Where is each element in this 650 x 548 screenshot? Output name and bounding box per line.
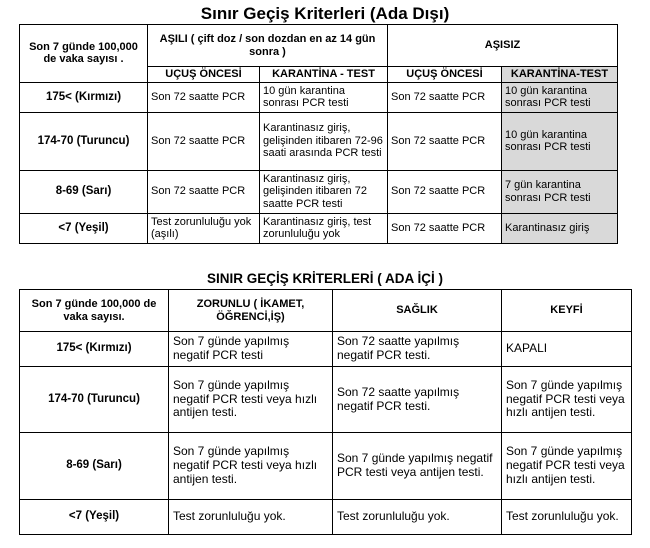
health-header: SAĞLIK — [333, 290, 502, 332]
table-row — [20, 213, 618, 243]
row-category: 8-69 (Sarı) — [20, 170, 148, 213]
cell: Son 72 saatte PCR — [148, 82, 260, 112]
vax-preflight-header: UÇUŞ ÖNCESİ — [148, 67, 260, 83]
cell: KAPALI — [502, 332, 632, 367]
cell: Son 7 günde yapılmış negatif PCR testi veya hızlı antijen testi. — [169, 367, 333, 433]
cell: Karantinasız giriş, test zorunluluğu yok — [260, 213, 388, 243]
table-row — [20, 433, 632, 500]
cell: 10 gün karantina sonrası PCR testi — [502, 112, 618, 170]
table2-title: SINIR GEÇİŞ KRİTERLERİ ( ADA İÇİ ) — [206, 271, 443, 286]
table-row — [20, 332, 632, 367]
vax-quarantine-header: KARANTİNA - TEST — [260, 67, 388, 83]
row-category: 174-70 (Turuncu) — [20, 367, 169, 433]
cell: Son 72 saatte PCR — [388, 170, 502, 213]
row-category: <7 (Yeşil) — [20, 213, 148, 243]
cell: Son 7 günde yapılmış negatif PCR testi veya antijen testi. — [333, 433, 502, 500]
cell: 10 gün karantina sonrası PCR testi — [260, 82, 388, 112]
table1-title: Sınır Geçiş Kriterleri (Ada Dışı) — [200, 4, 450, 23]
criteria-header: Son 7 günde 100,000 de vaka sayısı . — [20, 25, 148, 83]
cell: Test zorunluluğu yok. — [502, 500, 632, 535]
row-category: 175< (Kırmızı) — [20, 332, 169, 367]
cell: Karantinasız giriş, gelişinden itibaren 72-96 saati arasında PCR testi — [260, 112, 388, 170]
mandatory-header: ZORUNLU ( İKAMET, ÖĞRENCİ,İŞ) — [169, 290, 333, 332]
row-category: 174-70 (Turuncu) — [20, 112, 148, 170]
cell: Son 7 günde yapılmış negatif PCR testi — [169, 332, 333, 367]
table-row — [20, 170, 618, 213]
cell: 7 gün karantina sonrası PCR testi — [502, 170, 618, 213]
cell: Son 7 günde yapılmış negatif PCR testi veya hızlı antijen testi. — [502, 433, 632, 500]
cell: Karantinasız giriş — [502, 213, 618, 243]
unvax-quarantine-header: KARANTİNA-TEST — [502, 67, 618, 83]
row-category: 8-69 (Sarı) — [20, 433, 169, 500]
row-category: 175< (Kırmızı) — [20, 82, 148, 112]
row-category: <7 (Yeşil) — [20, 500, 169, 535]
cell: Son 7 günde yapılmış negatif PCR testi veya hızlı antijen testi. — [502, 367, 632, 433]
cell: Son 72 saatte PCR — [148, 170, 260, 213]
table-row — [20, 500, 632, 535]
unvax-preflight-header: UÇUŞ ÖNCESİ — [388, 67, 502, 83]
cell: Son 72 saatte PCR — [388, 112, 502, 170]
cell: Son 72 saatte PCR — [388, 82, 502, 112]
outside-island-criteria-table — [19, 24, 618, 244]
table-row — [20, 82, 618, 112]
cell: Test zorunluluğu yok (aşılı) — [148, 213, 260, 243]
table-row — [20, 367, 632, 433]
cell: Son 72 saatte PCR — [148, 112, 260, 170]
cell: Son 72 saatte yapılmış negatif PCR testi. — [333, 332, 502, 367]
cell: Son 72 saatte PCR — [388, 213, 502, 243]
leisure-header: KEYFİ — [502, 290, 632, 332]
cell: Son 72 saatte yapılmış negatif PCR testi. — [333, 367, 502, 433]
cell: Son 7 günde yapılmış negatif PCR testi veya hızlı antijen testi. — [169, 433, 333, 500]
table-row — [20, 112, 618, 170]
cell: Test zorunluluğu yok. — [169, 500, 333, 535]
cell: 10 gün karantina sonrası PCR testi — [502, 82, 618, 112]
cell: Karantinasız giriş, gelişinden itibaren 72 saatte PCR testi — [260, 170, 388, 213]
criteria-header: Son 7 günde 100,000 de vaka sayısı. — [20, 290, 169, 332]
unvaccinated-header: AŞISIZ — [388, 25, 618, 67]
vaccinated-header: AŞILI ( çift doz / son dozdan en az 14 gün sonra ) — [148, 25, 388, 67]
cell: Test zorunluluğu yok. — [333, 500, 502, 535]
inside-island-criteria-table — [19, 289, 632, 535]
